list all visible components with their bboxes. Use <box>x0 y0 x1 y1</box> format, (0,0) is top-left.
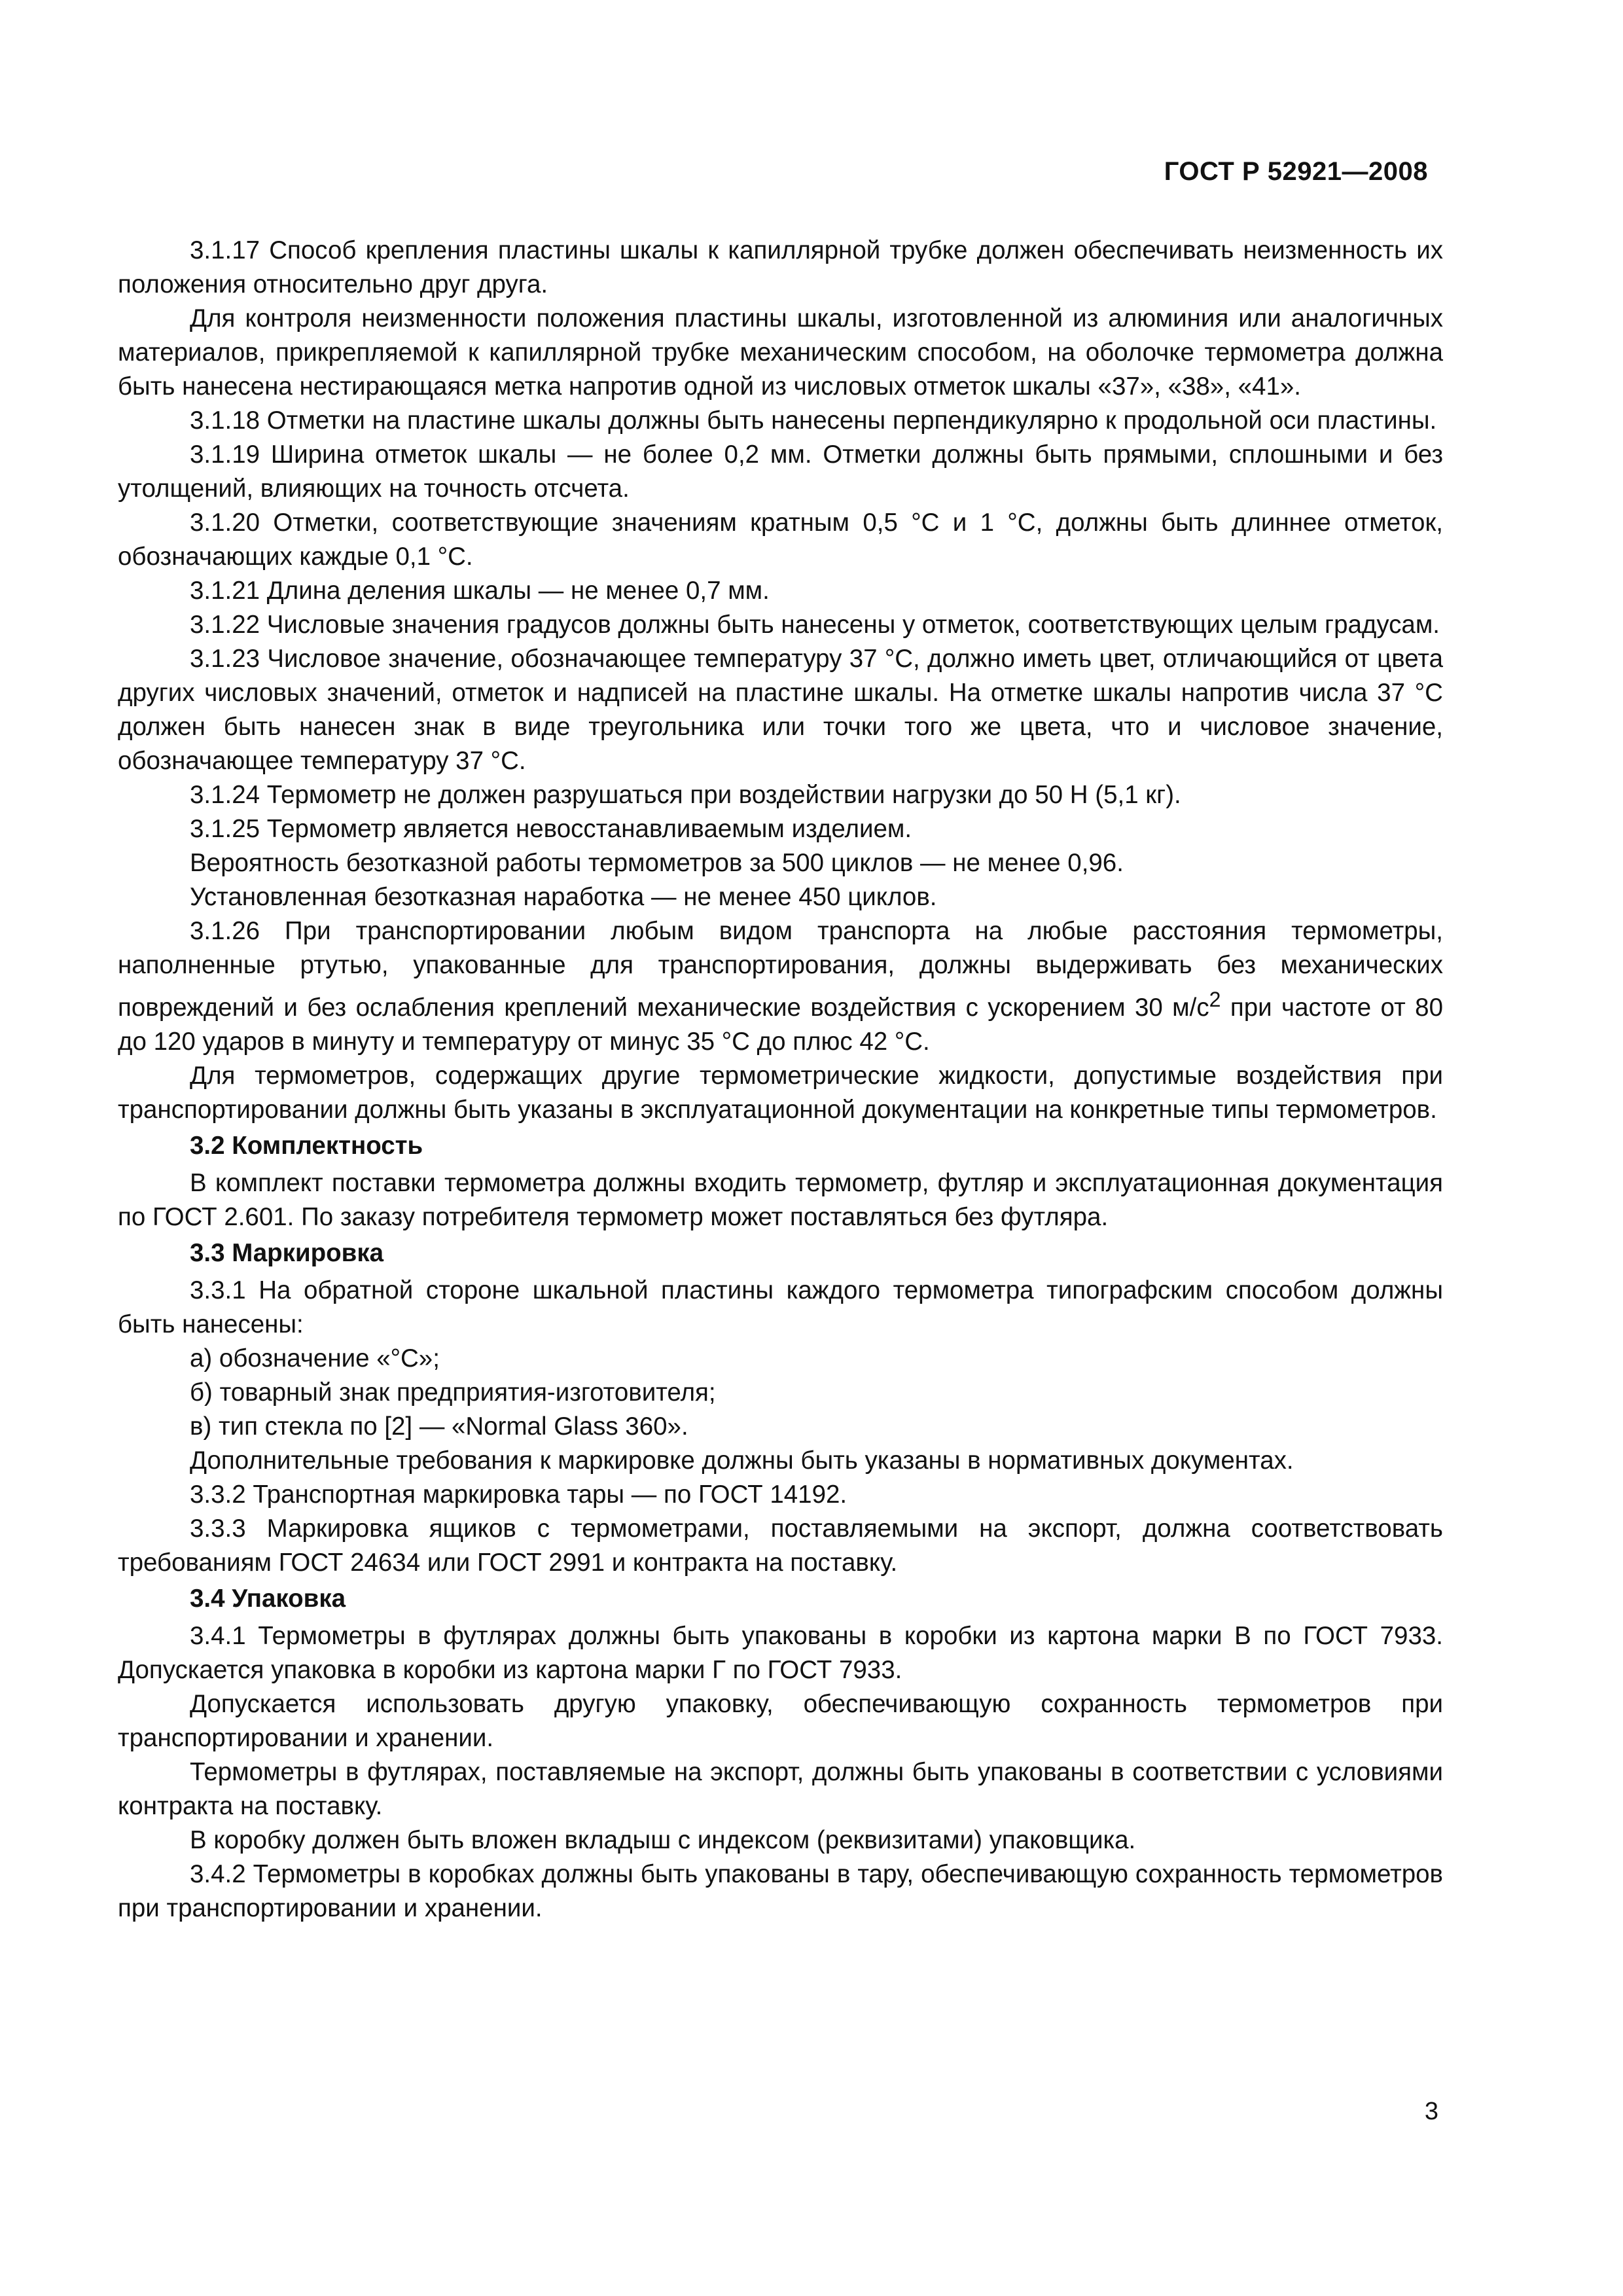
document-body <box>118 234 1443 1926</box>
paragraph-scale-position-control: Для контроля неизменности положения пластины шкалы, изготовленной из алюминия или аналогичных материалов, прикрепляемой к капиллярной трубке механическим способом, на оболочке термометра должна быть нанесена нестирающаяся метка напротив одной из числовых отметок шкалы «37», «38», «41». <box>118 304 1443 401</box>
clause-3-3-2: 3.3.2 Транспортная маркировка тары — по ГОСТ 14192. <box>190 1480 847 1509</box>
paragraph-other-packaging: Допускается использовать другую упаковку, обеспечивающую сохранность термометров при транспортировании и хранении. <box>118 1689 1443 1752</box>
clause-3-1-18: 3.1.18 Отметки на пластине шкалы должны быть нанесены перпендикулярно к продольной оси пластины. <box>190 406 1437 435</box>
list-item-v: в) тип стекла по [2] — «Normal Glass 360». <box>190 1412 688 1441</box>
clause-3-4-2: 3.4.2 Термометры в коробках должны быть упакованы в тару, обеспечивающую сохранность термометров при транспортировании и хранении. <box>118 1859 1443 1922</box>
clause-3-1-23: 3.1.23 Числовое значение, обозначающее температуру 37 °С, должно иметь цвет, отличающийся от цвета других числовых значений, отметок и надписей на пластине шкалы. На отметке шкалы напротив числа 37 °С должен быть нанесен знак в виде треугольника или точки того же цвета, что и числовое значение, обозначающее температуру 37 °С. <box>118 645 1443 775</box>
clause-3-1-24: 3.1.24 Термометр не должен разрушаться при воздействии нагрузки до 50 Н (5,1 кг). <box>190 781 1181 809</box>
clause-3-1-26-text-after: при частоте от 80 до 120 ударов в минуту и температуру от минус 35 °С до плюс 42 °С. <box>118 993 1443 1056</box>
list-item-b: б) товарный знак предприятия-изготовителя; <box>190 1378 716 1407</box>
clause-3-3-1: 3.3.1 На обратной стороне шкальной пластины каждого термометра типографским способом должны быть нанесены: <box>118 1276 1443 1338</box>
paragraph-reliability: Вероятность безотказной работы термометров за 500 циклов — не менее 0,96. <box>190 849 1124 877</box>
list-item-a: а) обозначение «°С»; <box>190 1344 440 1372</box>
paragraph-export-packaging: Термометры в футлярах, поставляемые на экспорт, должны быть упакованы в соответствии с условиями контракта на поставку. <box>118 1757 1443 1820</box>
clause-3-1-19: 3.1.19 Ширина отметок шкалы — не более 0,2 мм. Отметки должны быть прямыми, сплошными и без утолщений, влияющих на точность отсчета. <box>118 440 1443 503</box>
paragraph-operating-time: Установленная безотказная наработка — не менее 450 циклов. <box>190 883 937 911</box>
section-heading-3-3: 3.3 Маркировка <box>190 1238 384 1267</box>
paragraph-packer-insert: В коробку должен быть вложен вкладыш с индексом (реквизитами) упаковщика. <box>190 1825 1136 1854</box>
clause-3-1-26-text-before: 3.1.26 При транспортировании любым видом транспорта на любые расстояния термометры, наполненные ртутью, упакованные для транспортирования, должны выдерживать без механических повреждений и без ослабления креплений механические воздействия с ускорением 30 м/с <box>118 917 1443 1022</box>
clause-3-1-25: 3.1.25 Термометр является невосстанавливаемым изделием. <box>190 815 912 843</box>
paragraph-additional-marking: Дополнительные требования к маркировке должны быть указаны в нормативных документах. <box>190 1446 1294 1475</box>
clause-3-1-17: 3.1.17 Способ крепления пластины шкалы к капиллярной трубке должен обеспечивать неизменность их положения относительно друг друга. <box>118 236 1443 298</box>
clause-3-4-1: 3.4.1 Термометры в футлярах должны быть упакованы в коробки из картона марки В по ГОСТ 7933. Допускается упаковка в коробки из картона марки Г по ГОСТ 7933. <box>118 1621 1443 1684</box>
document-code-header: ГОСТ Р 52921—2008 <box>1164 157 1428 186</box>
clause-3-1-26 <box>118 914 1443 1059</box>
clause-3-1-21: 3.1.21 Длина деления шкалы — не менее 0,7 мм. <box>190 577 770 605</box>
superscript-exponent: 2 <box>1209 988 1221 1011</box>
paragraph-other-liquids: Для термометров, содержащих другие термометрические жидкости, допустимые воздействия при транспортировании должны быть указаны в эксплуатационной документации на конкретные типы термометров. <box>118 1061 1443 1124</box>
paragraph-delivery-set: В комплект поставки термометра должны входить термометр, футляр и эксплуатационная документация по ГОСТ 2.601. По заказу потребителя термометр может поставляться без футляра. <box>118 1168 1443 1231</box>
clause-3-3-3: 3.3.3 Маркировка ящиков с термометрами, поставляемыми на экспорт, должна соответствовать требованиям ГОСТ 24634 или ГОСТ 2991 и контракта на поставку. <box>118 1514 1443 1577</box>
clause-3-1-22: 3.1.22 Числовые значения градусов должны быть нанесены у отметок, соответствующих целым градусам. <box>190 611 1440 639</box>
page-number: 3 <box>1424 2098 1438 2125</box>
section-heading-3-2: 3.2 Комплектность <box>190 1131 423 1160</box>
clause-3-1-20: 3.1.20 Отметки, соответствующие значениям кратным 0,5 °С и 1 °С, должны быть длиннее отметок, обозначающих каждые 0,1 °С. <box>118 509 1443 571</box>
section-heading-3-4: 3.4 Упаковка <box>190 1584 346 1613</box>
